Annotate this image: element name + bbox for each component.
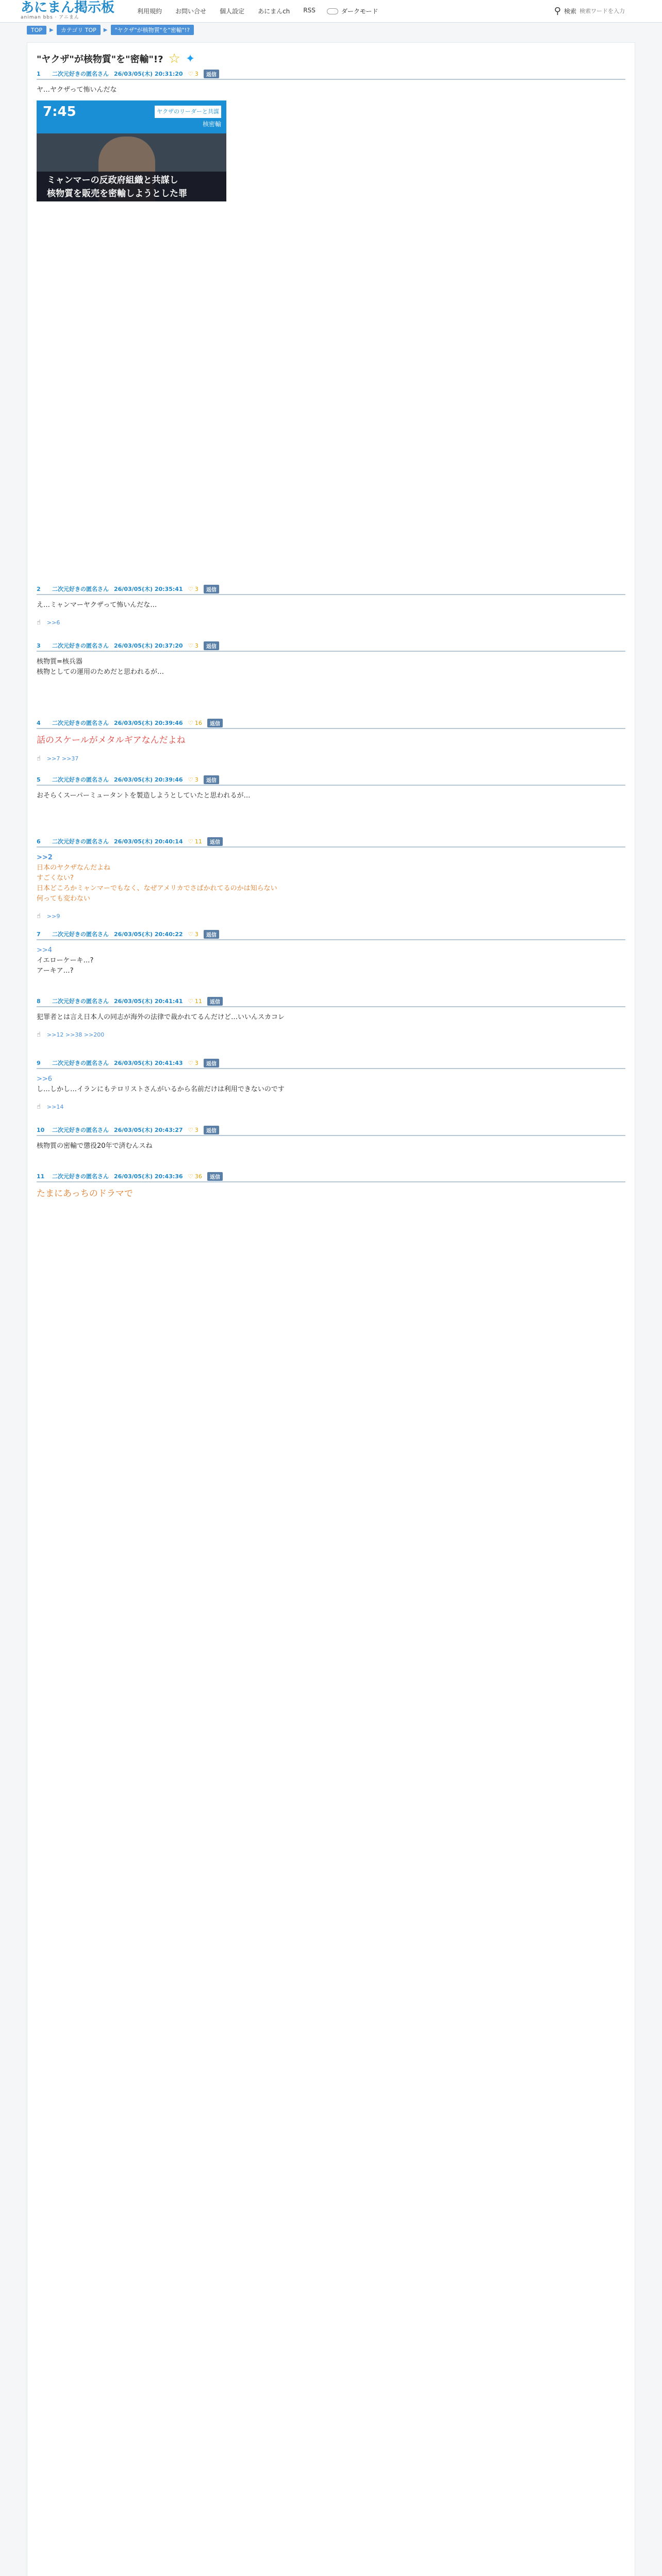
post-number[interactable]: 5: [37, 776, 41, 783]
poster-name: 二次元好きの匿名さん: [52, 1173, 109, 1180]
post-number[interactable]: 9: [37, 1059, 41, 1066]
reply-anchor[interactable]: >>6: [37, 1075, 53, 1083]
post-line: 犯罪者とは言え日本人の同志が海外の法律で裁かれてるんだけど…いいんスカコレ: [37, 1013, 285, 1021]
post: [37, 1125, 625, 1151]
post-number[interactable]: 10: [37, 1126, 45, 1133]
hand-icon[interactable]: ☝: [37, 1031, 41, 1039]
image-caption: [37, 172, 226, 201]
post-header: [37, 929, 625, 940]
post: [37, 1171, 625, 1200]
post-header: [37, 584, 625, 595]
post-line: 核物としての運用のためだと思われるが…: [37, 668, 164, 676]
heart-icon[interactable]: ♡ 3: [188, 585, 198, 592]
post-number[interactable]: 7: [37, 930, 41, 938]
search-label: 検索: [564, 8, 576, 15]
search-bar: [554, 6, 641, 16]
heart-icon[interactable]: ♡ 11: [188, 838, 202, 845]
post-body: [37, 1182, 625, 1200]
reply-button[interactable]: 返信: [207, 997, 223, 1006]
reply-button[interactable]: 返信: [204, 641, 219, 650]
reply-button[interactable]: 返信: [204, 585, 219, 594]
nav-rss[interactable]: RSS: [303, 7, 316, 14]
caption-line: ミャンマーの反政府組織と共謀し: [47, 175, 178, 185]
poster-name: 二次元好きの匿名さん: [52, 1060, 109, 1066]
post-number[interactable]: 8: [37, 997, 41, 1005]
poster-name: 二次元好きの匿名さん: [52, 838, 109, 845]
crumb-category[interactable]: カテゴリ TOP: [57, 25, 101, 35]
poster-name: 二次元好きの匿名さん: [52, 931, 109, 938]
reply-button[interactable]: 返信: [204, 1059, 219, 1067]
post: [37, 584, 625, 626]
caption-line: 核物質を販売を密輸しようとした罪: [47, 189, 187, 199]
post-date: 26/03/05(木) 20:43:36: [114, 1173, 183, 1180]
post-date: 26/03/05(木) 20:41:43: [114, 1060, 183, 1066]
post-header: [37, 1125, 625, 1136]
chevron-right-icon: ▶: [103, 27, 108, 33]
post-header: [37, 836, 625, 848]
post-date: 26/03/05(木) 20:31:20: [114, 71, 183, 77]
post-line: たまにあっちのドラマで: [37, 1189, 133, 1199]
reply-button[interactable]: 返信: [204, 930, 219, 939]
twitter-icon[interactable]: ✦: [185, 52, 195, 65]
nav-contact[interactable]: お問い合せ: [175, 8, 207, 15]
post-footer: [37, 755, 625, 762]
post-line: 核物質の密輸で懲役20年で済むんスね: [37, 1142, 153, 1150]
post-body: [37, 1007, 625, 1023]
post-number[interactable]: 3: [37, 642, 41, 649]
post-date: 26/03/05(木) 20:35:41: [114, 586, 183, 592]
post-line: すごくない?: [37, 874, 74, 882]
thread-title: "ヤクザ"が核物質"を"密輸"!?: [37, 54, 163, 65]
toggle-switch[interactable]: [327, 8, 338, 14]
heart-icon[interactable]: ♡ 36: [188, 1173, 202, 1180]
poster-name: 二次元好きの匿名さん: [52, 998, 109, 1005]
nav-terms[interactable]: 利用規約: [137, 8, 162, 15]
post: [37, 929, 625, 976]
nav-settings[interactable]: 個人設定: [220, 8, 245, 15]
poster-name: 二次元好きの匿名さん: [52, 642, 109, 649]
reply-button[interactable]: 返信: [207, 719, 223, 727]
heart-icon[interactable]: ♡ 3: [188, 1059, 198, 1066]
post-body: [37, 786, 625, 801]
heart-icon[interactable]: ♡ 16: [188, 719, 202, 726]
reply-refs[interactable]: >>14: [46, 1104, 64, 1110]
search-input[interactable]: [580, 8, 641, 14]
post-date: 26/03/05(木) 20:40:14: [114, 838, 183, 845]
reply-anchor[interactable]: >>4: [37, 946, 53, 954]
post: [37, 718, 625, 762]
reply-refs[interactable]: >>6: [46, 619, 60, 626]
post-line: おそらくスーパーミュータントを製造しようとしていたと思われるが…: [37, 792, 251, 800]
reply-button[interactable]: 返信: [204, 1126, 219, 1134]
image-time: 7:45: [43, 104, 76, 120]
post-date: 26/03/05(木) 20:41:41: [114, 998, 183, 1005]
chevron-right-icon: ▶: [49, 27, 54, 33]
post: [37, 1058, 625, 1111]
post-date: 26/03/05(木) 20:39:46: [114, 776, 183, 783]
image-badge: ヤクザのリーダーと共謀: [155, 106, 221, 118]
post-line: 話のスケールがメタルギアなんだよね: [37, 735, 186, 745]
reply-button[interactable]: 返信: [207, 837, 223, 846]
reply-refs[interactable]: >>7 >>37: [46, 755, 79, 762]
post-line: し…しかし…イランにもテロリストさんがいるから名前だけは利用できないのです: [37, 1086, 285, 1093]
hand-icon[interactable]: ☝: [37, 1103, 41, 1111]
post-line: え…ミャンマーヤクザって怖いんだな…: [37, 601, 157, 609]
post: [37, 640, 625, 677]
crumb-top[interactable]: TOP: [27, 26, 46, 35]
post-number[interactable]: 2: [37, 585, 41, 592]
post-line: 何っても変わない: [37, 895, 91, 903]
post-header: [37, 1171, 625, 1182]
post-footer: [37, 1103, 625, 1111]
post: [37, 996, 625, 1039]
heart-icon[interactable]: ♡ 3: [188, 930, 198, 938]
post: [37, 836, 625, 920]
header-nav: [137, 7, 316, 15]
post-header: [37, 1058, 625, 1069]
post-number[interactable]: 4: [37, 719, 41, 726]
post-body: [37, 80, 625, 201]
reply-refs[interactable]: >>12 >>38 >>200: [46, 1031, 105, 1038]
post-body: [37, 940, 625, 976]
hand-icon[interactable]: ☝: [37, 755, 41, 762]
post-line: アーキア…?: [37, 967, 74, 975]
heart-icon[interactable]: ♡ 3: [188, 642, 198, 649]
post-body: [37, 1069, 625, 1095]
poster-name: 二次元好きの匿名さん: [52, 720, 109, 726]
post-header: [37, 718, 625, 729]
post-header: [37, 774, 625, 786]
search-icon[interactable]: ⚲: [554, 6, 561, 16]
poster-name: 二次元好きの匿名さん: [52, 71, 109, 77]
post-number[interactable]: 11: [37, 1173, 45, 1180]
reply-button[interactable]: 返信: [204, 775, 219, 784]
post-date: 26/03/05(木) 20:40:22: [114, 931, 183, 938]
crumb-thread[interactable]: "ヤクザ"が核物質"を"密輸"!?: [111, 25, 194, 35]
post-header: [37, 640, 625, 652]
post-footer: [37, 1031, 625, 1039]
post-header: [37, 996, 625, 1007]
post-number[interactable]: 6: [37, 838, 41, 845]
post-date: 26/03/05(木) 20:43:27: [114, 1127, 183, 1133]
nav-animanch[interactable]: あにまんch: [258, 8, 290, 15]
heart-icon[interactable]: ♡ 3: [188, 70, 198, 77]
post-body: [37, 1136, 625, 1151]
post-line: イエローケーキ…?: [37, 957, 94, 964]
post: [37, 69, 625, 201]
post-footer: [37, 912, 625, 920]
dark-mode-label: ダークモード: [341, 8, 378, 15]
post-body: [37, 595, 625, 611]
post-image[interactable]: [37, 100, 226, 201]
hand-icon[interactable]: ☝: [37, 912, 41, 920]
star-icon[interactable]: ☆: [168, 51, 180, 66]
logo-text: あにまん掲示板: [21, 0, 115, 15]
poster-name: 二次元好きの匿名さん: [52, 586, 109, 592]
breadcrumb: [0, 23, 662, 37]
post-line: 日本のヤクザなんだよね: [37, 864, 111, 872]
post: [37, 774, 625, 801]
thread-title-row: [37, 50, 625, 67]
heart-icon[interactable]: ♡ 11: [188, 997, 202, 1005]
post-date: 26/03/05(木) 20:39:46: [114, 720, 183, 726]
post-number[interactable]: 1: [37, 70, 41, 77]
logo-subtitle: animan bbs · アニまん: [21, 15, 79, 20]
post-line: 核物質=核兵器: [37, 658, 82, 666]
thread-main: [27, 42, 635, 2576]
reply-anchor[interactable]: >>2: [37, 854, 53, 861]
post-line: 日本どころかミャンマーでもなく、なぜアメリカでさばかれてるのかは知らない: [37, 885, 277, 892]
heart-icon[interactable]: ♡ 3: [188, 776, 198, 783]
heart-icon[interactable]: ♡ 3: [188, 1126, 198, 1133]
post-footer: [37, 619, 625, 626]
reply-refs[interactable]: >>9: [46, 913, 60, 920]
post-line: ヤ…ヤクザって怖いんだな: [37, 86, 117, 94]
hand-icon[interactable]: ☝: [37, 619, 41, 626]
reply-button[interactable]: 返信: [204, 70, 219, 78]
top-bar: [0, 0, 662, 23]
post-body: [37, 652, 625, 677]
post-body: [37, 848, 625, 904]
post-date: 26/03/05(木) 20:37:20: [114, 642, 183, 649]
poster-name: 二次元好きの匿名さん: [52, 776, 109, 783]
reply-button[interactable]: 返信: [207, 1172, 223, 1181]
post-body: [37, 729, 625, 747]
poster-name: 二次元好きの匿名さん: [52, 1127, 109, 1133]
post-header: [37, 69, 625, 80]
dark-mode-toggle[interactable]: [327, 7, 378, 15]
image-badge-2: 核密輸: [202, 121, 221, 128]
site-logo[interactable]: [21, 2, 114, 20]
